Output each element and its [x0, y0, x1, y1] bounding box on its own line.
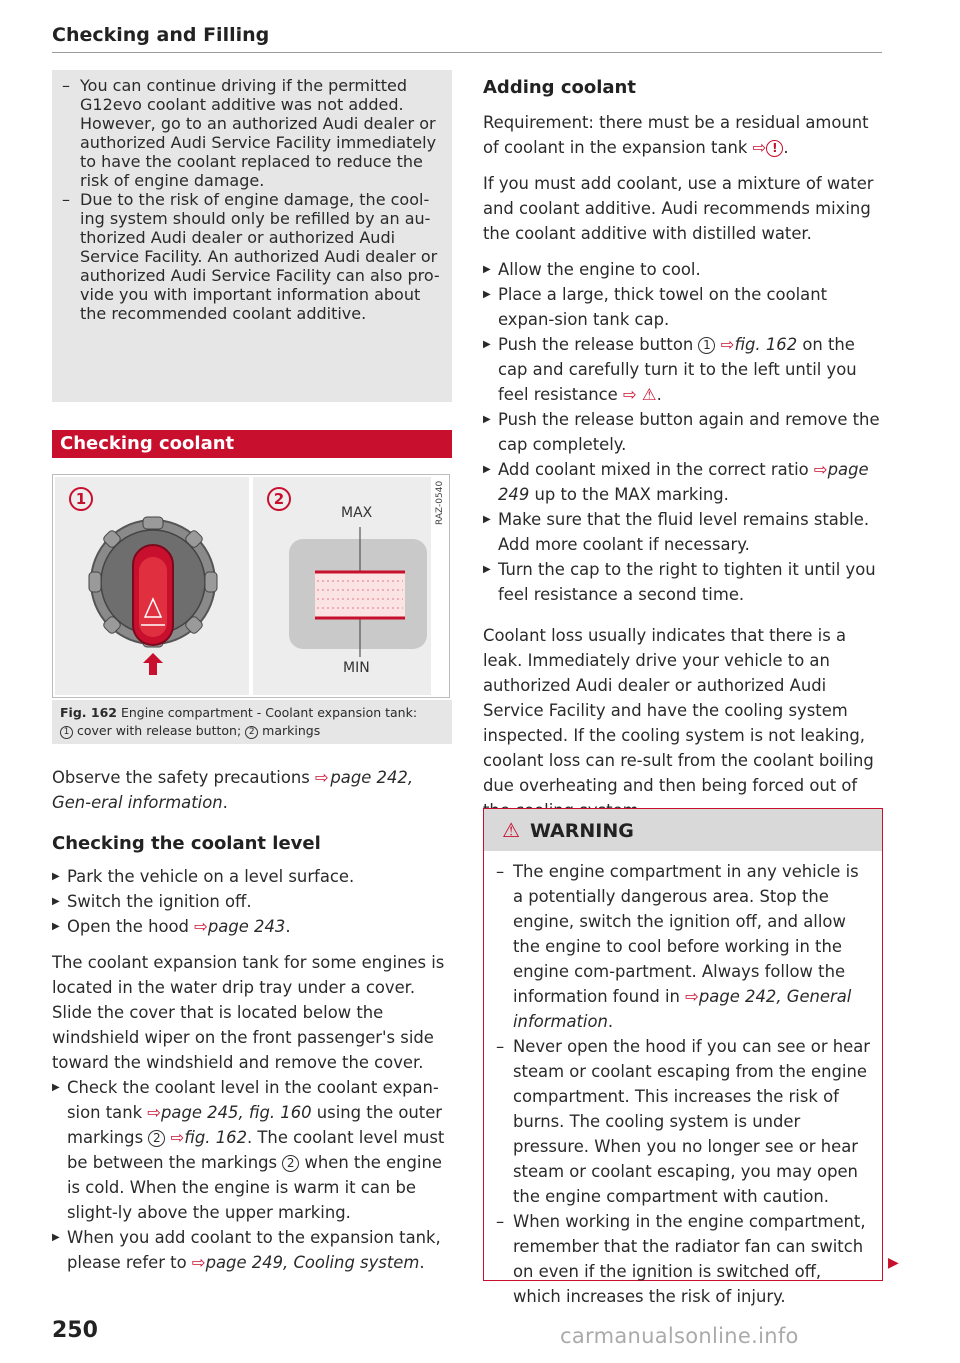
callout-1: 1	[69, 487, 93, 511]
ref-arrow-icon: ⇨	[813, 460, 828, 479]
step-item: ▶ Switch the ignition off.	[52, 889, 452, 914]
step-item: ▶ Place a large, thick towel on the coolant expan-sion tank cap.	[483, 282, 883, 332]
ref-arrow-icon: ⇨	[315, 768, 329, 787]
ref-arrow-icon: ⇨	[194, 917, 208, 936]
ref-arrow-icon: ⇨	[685, 987, 699, 1006]
caption-label: Fig. 162	[60, 705, 117, 720]
coolant-loss-paragraph: Coolant loss usually indicates that there is a leak. Immediately drive your vehicle to an authorized Audi dealer or authorized Audi Service Facility and have the cooling system inspected. If the cooling system is not leaking, coolant loss can re-sult from the coolant boiling due overheating and then being forced out of	[483, 626, 874, 795]
cooling-link[interactable]: page 249, Cooling system	[205, 1253, 420, 1272]
caption-callout-1: 1	[60, 726, 73, 739]
warning-list	[484, 851, 882, 1309]
notice-box	[52, 70, 452, 402]
adding-steps	[483, 257, 883, 607]
callout-1-inline: 1	[698, 337, 715, 354]
warning-triangle-icon: ⚠	[502, 818, 520, 842]
warning-item	[496, 859, 872, 1034]
level-steps	[52, 864, 452, 939]
req-post: .	[783, 138, 789, 157]
safety-paragraph	[52, 765, 452, 815]
step-item	[52, 1225, 452, 1275]
safety-text: Observe the safety precautions	[52, 768, 316, 787]
warning-box	[483, 808, 883, 1306]
caption-text: Engine compartment - Coolant expansion tank:	[120, 705, 418, 720]
step-text: when the engine is cold. When the engine is warm it can be slight-ly above the upper marking.	[67, 1153, 442, 1222]
ref-arrow-icon: ⇨	[170, 1128, 185, 1147]
fig160-link[interactable]: page 245, fig. 160	[161, 1103, 312, 1122]
notice-item: – You can continue driving if the permitted G12evo coolant additive was not added. However, go to an authorized Audi dealer or authorized Audi Service Facility immediately to have the coolant replaced to reduce the risk of engine damage.	[62, 76, 442, 190]
ref-arrow-icon: ⇨	[147, 1103, 162, 1122]
step-text: Push the release button	[498, 335, 699, 354]
step-text: using the outer markings	[67, 1103, 443, 1147]
step-item: ▶ Park the vehicle on a level surface.	[52, 864, 452, 889]
level-heading: Checking the coolant level	[52, 833, 321, 854]
figure-caption	[52, 700, 452, 744]
callout-2-inline: 2	[282, 1155, 299, 1172]
step-text: up to the MAX marking.	[529, 485, 729, 504]
max-label: MAX	[341, 505, 373, 521]
hood-link[interactable]: page 243	[207, 917, 286, 936]
page249-link[interactable]: page 249	[498, 460, 869, 504]
ref-arrow-icon: ⇨	[622, 385, 637, 404]
step-item: ▶ Push the release button again and remove the cap completely.	[483, 407, 883, 457]
notice-item: – Due to the risk of engine damage, the cool-ing system should only be refilled by an au-thorized Audi dealer or authorized Audi Service Facility. An authorized Audi dealer or authorized Audi Service Facility can also pro-vide you with important information about the recommended coolant additive.	[62, 190, 442, 323]
step-item: ▶ Push the release button 1 ⇨fig. 162 on the cap and carefully turn it to the left until you feel resistance ⇨ ⚠.	[483, 332, 883, 407]
callout-2: 2	[267, 487, 291, 511]
watermark: carmanualsonline.info	[560, 1324, 799, 1348]
warning-header	[484, 809, 882, 851]
warning-triangle-icon: ⚠	[641, 385, 657, 404]
warning-title: WARNING	[529, 820, 634, 842]
left-column-lower	[52, 765, 452, 1275]
warning-item: – When working in the engine compartment, remember that the radiator fan can switch on even if the ignition is switched off, which increases the risk of injury.	[496, 1209, 872, 1309]
general-info-link[interactable]: page 242, General information	[513, 987, 852, 1031]
step-item: ▶ Open the hood ⇨page 243.	[52, 914, 452, 939]
warning-item: – Never open the hood if you can see or hear steam or coolant escaping from the engine compartment. This increases the risk of burns. The cooling system is under pressure. When you no longer see or hear steam or coolant escaping, you may open the engine compartment with caution.	[496, 1034, 872, 1209]
notice-icon: !	[766, 140, 783, 157]
caption-item-2: markings	[262, 723, 321, 738]
warning-text: The engine compartment in any vehicle is a potentially dangerous area. Stop the engine, switch the ignition off, and allow the engine to cool before working in the engine com-partment. Always follow the information found in	[513, 862, 859, 1006]
figure-panel-markings	[253, 477, 431, 695]
min-label: MIN	[343, 660, 370, 676]
warning-text: .	[607, 1012, 614, 1031]
section-title: Checking and Filling	[52, 24, 270, 46]
checking-coolant-heading: Checking coolant	[52, 430, 452, 458]
caption-item-1: cover with release button;	[76, 723, 242, 738]
step-text: Check the coolant level in the coolant expan-sion tank	[67, 1078, 439, 1122]
step-item	[483, 457, 883, 507]
figure-panel-cap	[55, 477, 249, 695]
step-text: on the cap and carefully turn it to the left until you feel resistance	[498, 335, 857, 404]
check-steps	[52, 1075, 452, 1275]
header-divider	[52, 52, 882, 53]
ref-arrow-icon: ⇨	[191, 1253, 206, 1272]
right-column	[483, 75, 883, 823]
step-text: Open the hood	[67, 917, 195, 936]
figure-162	[52, 474, 450, 698]
step-text: Add coolant mixed in the correct ratio	[498, 460, 814, 479]
continue-arrow-icon: ▶	[888, 1255, 899, 1271]
step-item: ▶ Make sure that the fluid level remains stable. Add more coolant if necessary.	[483, 507, 883, 557]
step-item: ▶ Turn the cap to the right to tighten it until you feel resistance a second time.	[483, 557, 883, 607]
safety-post: .	[222, 793, 228, 812]
fig162-link[interactable]: fig. 162	[734, 335, 798, 354]
figure-code: RAZ-0540	[435, 480, 445, 526]
page-number: 250	[52, 1318, 98, 1343]
caption-callout-2: 2	[245, 726, 258, 739]
ref-arrow-icon: ⇨	[720, 335, 735, 354]
step-text: .	[419, 1253, 425, 1272]
callout-2-inline: 2	[148, 1130, 165, 1147]
step-text: When you add coolant to the expansion tank, please refer to	[67, 1228, 441, 1272]
step-item	[52, 1075, 452, 1225]
coolant-cap-illustration	[55, 477, 249, 695]
adding-heading: Adding coolant	[483, 77, 636, 98]
req-text: Requirement: there must be a residual amount of coolant in the expansion tank	[483, 113, 869, 157]
safety-link[interactable]: page 242, Gen-eral information	[52, 768, 414, 812]
ref-arrow-icon: ⇨	[752, 138, 767, 157]
step-item: ▶ Allow the engine to cool.	[483, 257, 883, 282]
mix-paragraph: If you must add coolant, use a mixture of water and coolant additive. Audi recommends mixing the coolant additive with distilled water.	[483, 174, 874, 243]
requirement-paragraph	[483, 110, 883, 160]
step-text: . The coolant level must be between the markings	[67, 1128, 445, 1172]
tank-paragraph: The coolant expansion tank for some engines is located in the water drip tray under a cover. Slide the cover that is located below the windshield wiper on the front passenger's side toward the windshield and remove the cover.	[52, 953, 445, 1072]
fig162-link[interactable]: fig. 162	[184, 1128, 247, 1147]
